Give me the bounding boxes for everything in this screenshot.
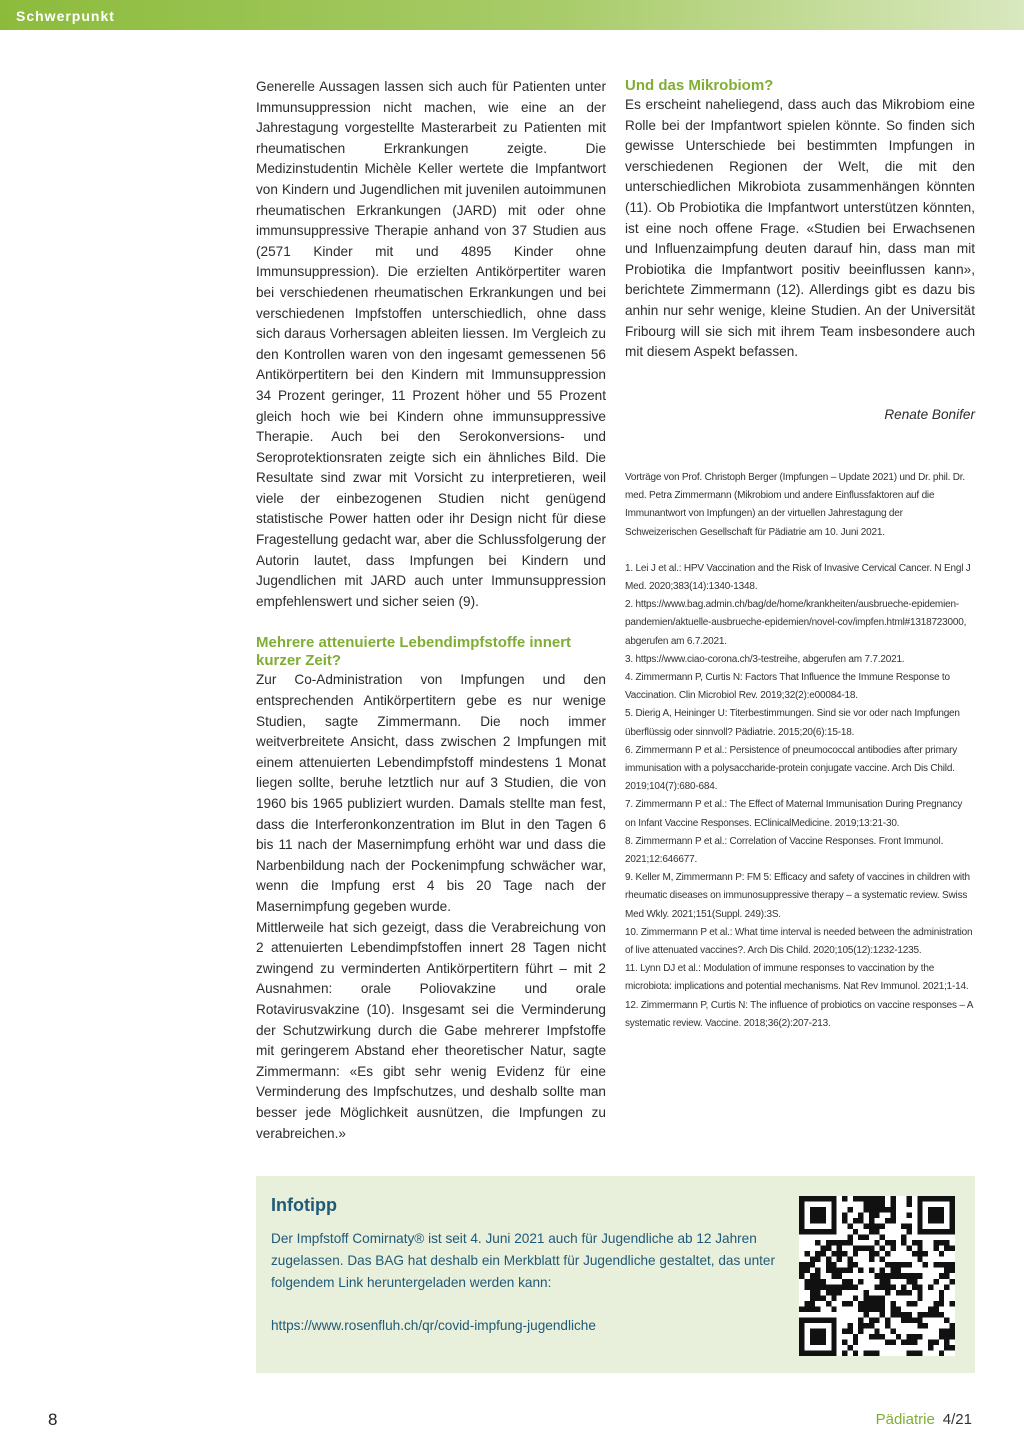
section-label: Schwerpunkt xyxy=(16,8,115,24)
section-heading: Und das Mikrobiom? xyxy=(625,77,774,94)
section-header-bar xyxy=(0,0,1024,30)
info-box-title: Infotipp xyxy=(271,1195,337,1215)
body-paragraph: Mittlerweile hat sich gezeigt, dass die Verabreichung von 2 attenuierten Lebendimpfstoffen innert 28 Tagen nicht zwingend zu verminderten Antikörpertitern führt – mit 2 Ausnahmen: orale Poliovakzine und orale Rotavirusvakzine (10). Insgesamt sei die Verminderung der Schutzwirkung durch die Gabe mehrerer Impfstoffe mit geringerem Abstand eher theoretischer Natur, sagte Zimmermann: «Es gibt sehr wenig Evidenz für eine Verminderung des Impfschutzes, und deshalb sollte man besser jede Möglichkeit ausnützen, die Impfungen zu verabreichen.» xyxy=(256,919,606,1141)
reference-list xyxy=(625,560,975,1033)
reference-item: 6. Zimmermann P et al.: Persistence of pneumococcal antibodies after primary immunisation with a polysaccharide-protein conjugate vaccine. Arch Dis Child. 2019;104(7):680-684. xyxy=(625,744,957,793)
journal-name: Pädiatrie xyxy=(875,1411,935,1428)
reference-item: 1. Lei J et al.: HPV Vaccination and the Risk of Invasive Cervical Cancer. N Engl J Med. 2020;383(14):1340-1348. xyxy=(625,562,971,593)
reference-item: 4. Zimmermann P, Curtis N: Factors That Influence the Immune Response to Vaccination. Clin Microbiol Rev. 2019;32(2):e00084-18. xyxy=(625,672,950,702)
info-box xyxy=(256,1176,975,1373)
reference-item: 9. Keller M, Zimmermann P: FM 5: Efficacy and safety of vaccines in children with rheumatic diseases on immunosuppressive therapy – a systematic review. Swiss Med Wkly. 2021;151(Suppl. 249):3S. xyxy=(625,872,970,920)
right-column xyxy=(625,77,975,425)
reference-item: 10. Zimmermann P et al.: What time interval is needed between the administration of live attenuated vaccines?. Arch Dis Child. 2020;105(12):1232-1235. xyxy=(625,926,973,957)
reference-item: 11. Lynn DJ et al.: Modulation of immune responses to vaccination by the microbiota: implications and potential mechanisms. Nat Rev Immunol. 2021;1-14. xyxy=(625,963,969,993)
body-paragraph: Zur Co-Administration von Impfungen und den entsprechenden Antikörpertitern gebe es nur wenige Studien, sagte Zimmermann. Die noch immer weitverbreitete Ansicht, dass zwischen 2 Impfungen mit einem attenuierten Lebendimpfstoff mindestens 1 Monat liegen sollte, beruhe letztlich nur auf 3 Studien, die von 1960 bis 1965 publiziert wurden. Damals stellte man fest, dass die Interferonkonzentration im Blut in den Tagen 6 bis 11 nach der Masernimpfung erhöht war und dass die Narbenbildung nach der Pockenimpfung schwächer war, wenn die Impfung erst 4 bis 20 Tage nach der Masernimpfung gegeben wurde. xyxy=(256,672,606,914)
body-paragraph: Generelle Aussagen lassen sich auch für Patienten unter Immunsuppression nicht machen, wie eine an der Jahrestagung vorgestellte Masterarbeit zu Patienten mit rheumatischen Erkrankungen zeigte. Die Medizinstudentin Michèle Keller wertete die Impfantwort von Kindern und Jugendlichen mit juvenilen autoimmunen rheumatischen Erkrankungen (JARD) mit oder ohne immunsuppressive Therapie anhand von 37 Studien aus (2571 Kinder mit und 4895 Kinder ohne Immunsuppression). Die erzielten Antikörpertiter waren bei verschiedenen rheumatischen Erkrankungen und bei verschiedenen Impfstoffen unterschiedlich, ohne dass sich daraus Vorhersagen ableiten liessen. Im Vergleich zu den Kontrollen waren von den ingesamt gemessenen 56 Antikörpertitern bei den Kindern mit Immunsuppression 34 Prozent geringer, 11 Prozent höher und 55 Prozent gleich hoch wie bei Kindern ohne immunsuppressive Therapie. Auch bei den Serokonversions- und Seroprotektionsraten zeigte sich ein ähnliches Bild. Die Resultate sind zwar mit Vorsicht zu interpretieren, weil viele der einbezogenen Studien nicht genügend statistische Power hatten oder ihr Design nicht für diese Fragestellung gedacht war, aber die Schlussfolgerung der Autorin lautet, dass Impfungen bei Kindern und Jugendlichen mit JARD auch unter Immunsuppression empfehlenswert und sicher seien (9). xyxy=(256,79,606,609)
left-column xyxy=(256,77,606,1144)
reference-item: 8. Zimmermann P et al.: Correlation of Vaccine Responses. Front Immunol. 2021;12:646677. xyxy=(625,835,944,866)
journal-footer xyxy=(876,1411,972,1428)
reference-item: 2. https://www.bag.admin.ch/bag/de/home/krankheiten/ausbrueche-epidemien-pandemien/aktuelle-ausbrueche-epidemien/novel-cov/impfen.html#1318723000, abgerufen am 6.7.2021. xyxy=(625,599,967,647)
issue-number: 4/21 xyxy=(942,1411,972,1428)
body-paragraph: Es erscheint naheliegend, dass auch das Mikrobiom eine Rolle bei der Impfantwort spielen könnte. So finden sich gewisse Unterschiede bei bestimmten Impfungen in verschiedenen Regionen der Welt, die mit den unterschiedlichen Mikrobiota zusammenhängen könnten (11). Ob Probiotika die Impfantwort unterstützen könnten, ist eine noch offene Frage. «Studien bei Erwachsenen und Influenzaimpfung deuten darauf hin, dass man mit Probiotika die Impfantwort positiv beeinflussen kann», berichtete Zimmermann (12). Allerdings gibt es dazu bis anhin nur sehr wenige, kleine Studien. An der Universität Fribourg will sie sich mit ihrem Team insbesondere auch mit diesem Aspekt befassen. xyxy=(625,97,975,360)
page-number: 8 xyxy=(48,1410,58,1429)
references-section xyxy=(625,469,975,1033)
reference-item: 12. Zimmermann P, Curtis N: The influence of probiotics on vaccine responses – A systematic review. Vaccine. 2018;36(2):207-213. xyxy=(625,999,973,1029)
info-box-link[interactable]: https://www.rosenfluh.ch/qr/covid-impfung-jugendliche xyxy=(271,1318,596,1333)
reference-item: 7. Zimmermann P et al.: The Effect of Maternal Immunisation During Pregnancy on Infant Vaccine Responses. EClinicalMedicine. 2019;13:21-30. xyxy=(625,799,963,829)
info-box-text: Der Impfstoff Comirnaty® ist seit 4. Juni 2021 auch für Jugendliche ab 12 Jahren zugelassen. Das BAG hat deshalb ein Merkblatt für Jugendliche gestaltet, das unter folgendem Link heruntergeladen werden kann: xyxy=(271,1231,776,1290)
qr-code-icon xyxy=(799,1196,955,1356)
reference-item: 3. https://www.ciao-corona.ch/3-testreihe, abgerufen am 7.7.2021. xyxy=(625,653,905,665)
author-byline: Renate Bonifer xyxy=(884,406,975,422)
section-heading: Mehrere attenuierte Lebendimpfstoffe innert kurzer Zeit? xyxy=(256,634,572,670)
reference-item: 5. Dierig A, Heininger U: Titerbestimmungen. Sind sie vor oder nach Impfungen überflüssig oder sinnvoll? Pädiatrie. 2015;20(6):15-18. xyxy=(625,708,960,738)
source-note: Vorträge von Prof. Christoph Berger (Impfungen – Update 2021) und Dr. phil. Dr. med. Petra Zimmermann (Mikrobiom und andere Einflussfaktoren auf die Immunantwort von Impfungen) an der virtuellen Jahrestagung der Schweizerischen Gesellschaft für Pädiatrie am 10. Juni 2021. xyxy=(625,472,965,538)
